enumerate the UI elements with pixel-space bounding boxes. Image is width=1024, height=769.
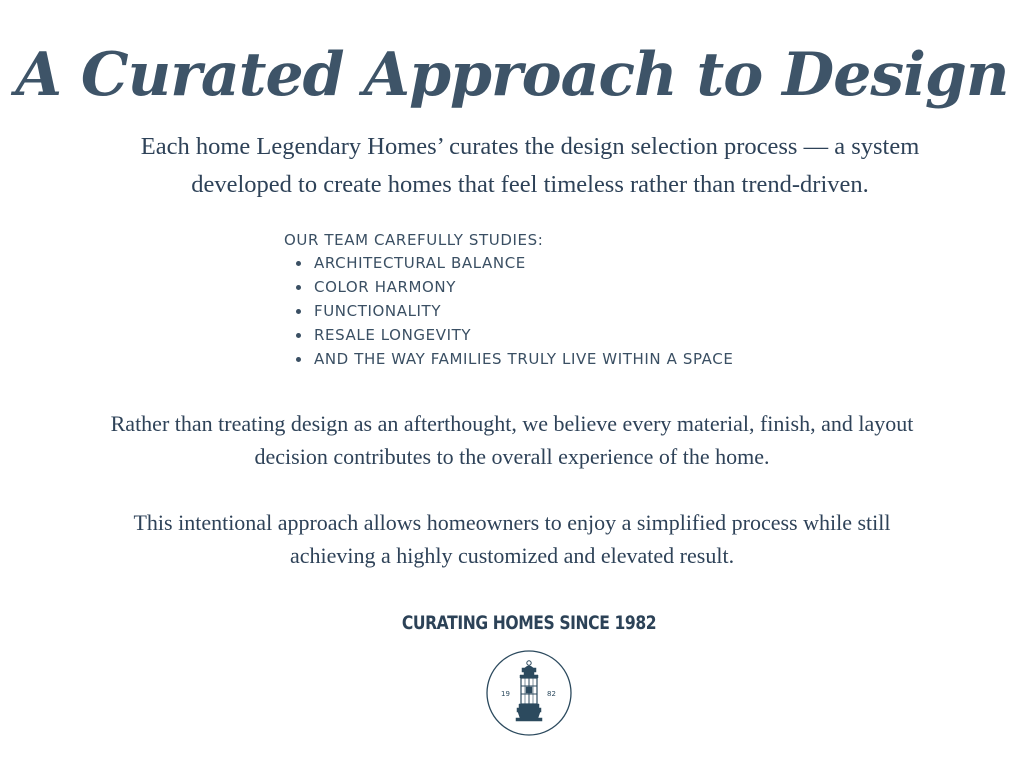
- bullet-icon: [296, 333, 301, 338]
- studies-section: [284, 229, 733, 371]
- seal-logo: [484, 648, 574, 738]
- list-item: [296, 275, 733, 299]
- page-title: A Curated Approach to Design: [15, 40, 1009, 110]
- bullet-icon: [296, 285, 301, 290]
- list-item: [296, 251, 733, 275]
- body-paragraph-1: Rather than treating design as an afterthought, we believe every material, finish, and layout decision contributes to the overall experience of the home.: [110, 411, 914, 469]
- bullet-icon: [296, 261, 301, 266]
- list-item-label: ARCHITECTURAL BALANCE: [314, 254, 526, 272]
- studies-heading: OUR TEAM CAREFULLY STUDIES:: [284, 231, 544, 249]
- list-item: [296, 323, 733, 347]
- list-item: [296, 347, 733, 371]
- body-paragraph-2: This intentional approach allows homeowners to enjoy a simplified process while still achieving a highly customized and elevated result.: [133, 510, 891, 568]
- studies-list: [284, 251, 733, 371]
- list-item-label: COLOR HARMONY: [314, 278, 456, 296]
- list-item-label: RESALE LONGEVITY: [314, 326, 472, 344]
- seal-left-text: 19: [501, 690, 510, 698]
- seal-right-text: 82: [547, 690, 556, 698]
- tagline: CURATING HOMES SINCE 1982: [401, 612, 657, 634]
- lantern-icon: [516, 661, 542, 721]
- list-item-label: AND THE WAY FAMILIES TRULY LIVE WITHIN A SPACE: [314, 350, 734, 368]
- bullet-icon: [296, 357, 301, 362]
- bullet-icon: [296, 309, 301, 314]
- list-item: [296, 299, 733, 323]
- intro-paragraph: Each home Legendary Homes’ curates the design selection process — a system developed to create homes that feel timeless rather than trend-driven.: [140, 133, 920, 198]
- list-item-label: FUNCTIONALITY: [314, 302, 442, 320]
